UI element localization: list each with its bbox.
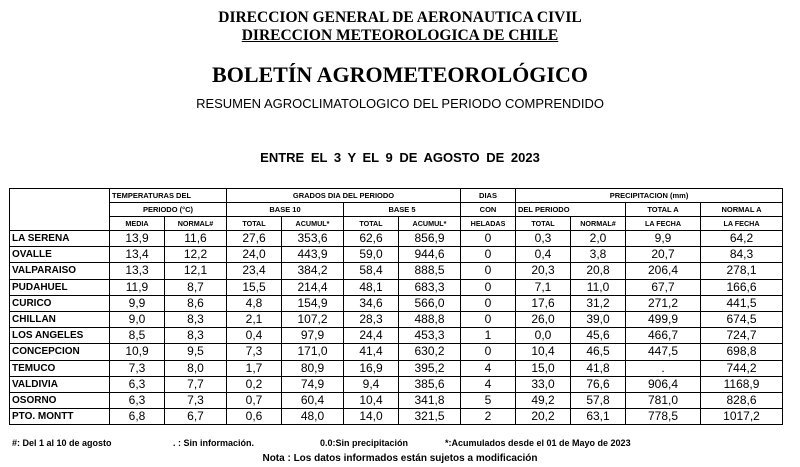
- table-cell: 488,8: [399, 311, 461, 327]
- table-row: [10, 328, 783, 344]
- col-normal-a-fecha: LA FECHA: [701, 217, 783, 231]
- table-cell: 9,4: [344, 376, 399, 392]
- table-cell: 11,0: [571, 279, 626, 295]
- table-cell: 0: [461, 231, 516, 247]
- table-cell: 26,0: [516, 311, 571, 327]
- page-subtitle: RESUMEN AGROCLIMATOLOGICO DEL PERIODO COMPRENDIDO: [196, 96, 604, 111]
- table-cell: 0: [461, 295, 516, 311]
- col-total-10: TOTAL: [227, 217, 282, 231]
- table-cell: 8,0: [165, 360, 227, 376]
- table-cell: 466,7: [626, 328, 701, 344]
- table-cell: 9,5: [165, 344, 227, 360]
- table-cell: 0,4: [516, 247, 571, 263]
- table-cell: 171,0: [282, 344, 344, 360]
- table-cell: 441,5: [701, 295, 783, 311]
- table-cell: 62,6: [344, 231, 399, 247]
- table-cell: 14,0: [344, 409, 399, 425]
- disclaimer-note: Nota : Los datos informados están sujetos a modificación: [262, 453, 538, 464]
- col-normal: NORMAL#: [165, 217, 227, 231]
- table-cell: 11,6: [165, 231, 227, 247]
- table-cell: 13,4: [110, 247, 165, 263]
- table-cell: 8,7: [165, 279, 227, 295]
- table-cell: 59,0: [344, 247, 399, 263]
- table-row: [10, 311, 783, 327]
- table-cell: 16,9: [344, 360, 399, 376]
- table-row: [10, 263, 783, 279]
- table-cell: 4: [461, 360, 516, 376]
- table-cell: 166,6: [701, 279, 783, 295]
- table-cell: 9,9: [110, 295, 165, 311]
- table-cell: 443,9: [282, 247, 344, 263]
- table-cell: 321,5: [399, 409, 461, 425]
- table-cell: 64,2: [701, 231, 783, 247]
- del-periodo-header: DEL PERIODO: [516, 203, 626, 217]
- table-cell: 206,4: [626, 263, 701, 279]
- table-cell: 48,0: [282, 409, 344, 425]
- station-name: CONCEPCION: [10, 344, 110, 360]
- normal-a-header: NORMAL A: [701, 203, 783, 217]
- table-cell: 828,6: [701, 392, 783, 408]
- table-cell: 74,9: [282, 376, 344, 392]
- table-cell: 698,8: [701, 344, 783, 360]
- table-row: [10, 231, 783, 247]
- table-cell: 0: [461, 247, 516, 263]
- table-cell: 84,3: [701, 247, 783, 263]
- table-cell: 7,3: [110, 360, 165, 376]
- table-cell: 0,6: [227, 409, 282, 425]
- table-cell: 7,3: [227, 344, 282, 360]
- table-cell: 2,1: [227, 311, 282, 327]
- table-cell: 778,5: [626, 409, 701, 425]
- table-cell: 33,0: [516, 376, 571, 392]
- table-cell: 2,0: [571, 231, 626, 247]
- table-cell: 1017,2: [701, 409, 783, 425]
- table-cell: 0,0: [516, 328, 571, 344]
- table-cell: 395,2: [399, 360, 461, 376]
- table-cell: 57,8: [571, 392, 626, 408]
- table-cell: 17,6: [516, 295, 571, 311]
- col-total-5: TOTAL: [344, 217, 399, 231]
- table-row: [10, 376, 783, 392]
- col-precip-total: TOTAL: [516, 217, 571, 231]
- table-cell: 10,9: [110, 344, 165, 360]
- table-cell: 3,8: [571, 247, 626, 263]
- table-cell: 80,9: [282, 360, 344, 376]
- table-cell: 12,1: [165, 263, 227, 279]
- station-header: [10, 189, 110, 231]
- table-cell: 63,1: [571, 409, 626, 425]
- header-row-1: [10, 189, 783, 203]
- table-cell: 28,3: [344, 311, 399, 327]
- table-cell: 8,6: [165, 295, 227, 311]
- table-cell: 856,9: [399, 231, 461, 247]
- table-cell: 271,2: [626, 295, 701, 311]
- col-precip-normal: NORMAL#: [571, 217, 626, 231]
- station-name: VALPARAISO: [10, 263, 110, 279]
- table-cell: 0: [461, 263, 516, 279]
- table-cell: 11,9: [110, 279, 165, 295]
- table-cell: 15,5: [227, 279, 282, 295]
- table-cell: 8,3: [165, 311, 227, 327]
- table-row: [10, 247, 783, 263]
- table-cell: 24,4: [344, 328, 399, 344]
- table-cell: 20,8: [571, 263, 626, 279]
- total-a-header: TOTAL A: [626, 203, 701, 217]
- station-name: OSORNO: [10, 392, 110, 408]
- table-row: [10, 295, 783, 311]
- col-heladas: HELADAS: [461, 217, 516, 231]
- table-cell: 15,0: [516, 360, 571, 376]
- table-cell: 20,7: [626, 247, 701, 263]
- table-cell: 447,5: [626, 344, 701, 360]
- table-cell: 0,7: [227, 392, 282, 408]
- footnote-normal: #: Del 1 al 10 de agosto: [12, 438, 112, 448]
- col-acumul-10: ACUMUL*: [282, 217, 344, 231]
- table-cell: 0: [461, 344, 516, 360]
- table-cell: 7,1: [516, 279, 571, 295]
- table-cell: 60,4: [282, 392, 344, 408]
- table-row: [10, 279, 783, 295]
- table-cell: 7,3: [165, 392, 227, 408]
- table-row: [10, 392, 783, 408]
- table-cell: 744,2: [701, 360, 783, 376]
- table-cell: 278,1: [701, 263, 783, 279]
- table-cell: 76,6: [571, 376, 626, 392]
- col-acumul-5: ACUMUL*: [399, 217, 461, 231]
- footnote-no-precip: 0.0:Sin precipitación: [320, 438, 409, 448]
- temp-header: TEMPERATURAS DEL: [110, 189, 227, 203]
- table-cell: 2: [461, 409, 516, 425]
- col-total-a-fecha: LA FECHA: [626, 217, 701, 231]
- table-cell: 13,3: [110, 263, 165, 279]
- table-cell: 683,3: [399, 279, 461, 295]
- table-cell: 453,3: [399, 328, 461, 344]
- table-cell: 10,4: [516, 344, 571, 360]
- table-cell: 24,0: [227, 247, 282, 263]
- header-row-2: [10, 203, 783, 217]
- table-cell: 888,5: [399, 263, 461, 279]
- table-cell: 31,2: [571, 295, 626, 311]
- table-cell: 4: [461, 376, 516, 392]
- table-cell: 944,6: [399, 247, 461, 263]
- table-row: [10, 409, 783, 425]
- header-line-1: DIRECCION GENERAL DE AERONAUTICA CIVIL: [218, 9, 582, 26]
- table-cell: 0,2: [227, 376, 282, 392]
- station-name: LA SERENA: [10, 231, 110, 247]
- footnote-no-info: . : Sin información.: [173, 438, 255, 448]
- table-cell: 154,9: [282, 295, 344, 311]
- table-cell: 6,3: [110, 392, 165, 408]
- table-body: [10, 231, 783, 425]
- table-cell: 1168,9: [701, 376, 783, 392]
- table-cell: 674,5: [701, 311, 783, 327]
- station-name: PUDAHUEL: [10, 279, 110, 295]
- grados-header: GRADOS DIA DEL PERIODO: [227, 189, 461, 203]
- table-cell: 20,3: [516, 263, 571, 279]
- table-cell: 5: [461, 392, 516, 408]
- table-cell: 58,4: [344, 263, 399, 279]
- table-cell: 0: [461, 311, 516, 327]
- table-cell: 341,8: [399, 392, 461, 408]
- table-cell: 8,5: [110, 328, 165, 344]
- table-cell: 41,4: [344, 344, 399, 360]
- table-cell: 48,1: [344, 279, 399, 295]
- station-name: CURICO: [10, 295, 110, 311]
- dias-header-1: DIAS: [461, 189, 516, 203]
- table-cell: 385,6: [399, 376, 461, 392]
- table-cell: 10,4: [344, 392, 399, 408]
- table-cell: 6,8: [110, 409, 165, 425]
- footnote-accumulated: *:Acumulados desde el 01 de Mayo de 2023: [445, 438, 631, 448]
- table-cell: 67,7: [626, 279, 701, 295]
- base10-header: BASE 10: [227, 203, 344, 217]
- table-cell: 107,2: [282, 311, 344, 327]
- dias-header-2: CON: [461, 203, 516, 217]
- table-cell: .: [626, 360, 701, 376]
- table-cell: 0,3: [516, 231, 571, 247]
- station-name: VALDIVIA: [10, 376, 110, 392]
- table-cell: 8,3: [165, 328, 227, 344]
- table-cell: 1: [461, 328, 516, 344]
- table-cell: 46,5: [571, 344, 626, 360]
- station-name: TEMUCO: [10, 360, 110, 376]
- agro-table: [9, 188, 783, 425]
- table-cell: 566,0: [399, 295, 461, 311]
- table-cell: 13,9: [110, 231, 165, 247]
- temp-header-2: PERIODO (°C): [110, 203, 227, 217]
- table-cell: 906,4: [626, 376, 701, 392]
- table-cell: 34,6: [344, 295, 399, 311]
- station-name: PTO. MONTT: [10, 409, 110, 425]
- header-row-3: [10, 217, 783, 231]
- header-line-2: DIRECCION METEOROLOGICA DE CHILE: [241, 27, 559, 44]
- table-cell: 23,4: [227, 263, 282, 279]
- table-cell: 6,7: [165, 409, 227, 425]
- table-cell: 45,6: [571, 328, 626, 344]
- table-cell: 781,0: [626, 392, 701, 408]
- table-cell: 1,7: [227, 360, 282, 376]
- table-cell: 353,6: [282, 231, 344, 247]
- page-title: BOLETÍN AGROMETEOROLÓGICO: [212, 62, 588, 87]
- table-cell: 9,0: [110, 311, 165, 327]
- table-cell: 49,2: [516, 392, 571, 408]
- table-cell: 20,2: [516, 409, 571, 425]
- period-range: ENTRE EL 3 Y EL 9 DE AGOSTO DE 2023: [260, 150, 540, 165]
- table-cell: 27,6: [227, 231, 282, 247]
- table-cell: 630,2: [399, 344, 461, 360]
- table-cell: 7,7: [165, 376, 227, 392]
- table-cell: 724,7: [701, 328, 783, 344]
- table-cell: 12,2: [165, 247, 227, 263]
- table-cell: 4,8: [227, 295, 282, 311]
- table-cell: 384,2: [282, 263, 344, 279]
- table-row: [10, 360, 783, 376]
- station-name: CHILLAN: [10, 311, 110, 327]
- table-cell: 499,9: [626, 311, 701, 327]
- table-cell: 9,9: [626, 231, 701, 247]
- col-media: MEDIA: [110, 217, 165, 231]
- table-row: [10, 344, 783, 360]
- precip-header: PRECIPITACION (mm): [516, 189, 783, 203]
- table-cell: 214,4: [282, 279, 344, 295]
- station-name: LOS ANGELES: [10, 328, 110, 344]
- table-cell: 6,3: [110, 376, 165, 392]
- table-cell: 41,8: [571, 360, 626, 376]
- base5-header: BASE 5: [344, 203, 461, 217]
- table-cell: 97,9: [282, 328, 344, 344]
- table-cell: 39,0: [571, 311, 626, 327]
- table-cell: 0: [461, 279, 516, 295]
- table-cell: 0,4: [227, 328, 282, 344]
- station-name: OVALLE: [10, 247, 110, 263]
